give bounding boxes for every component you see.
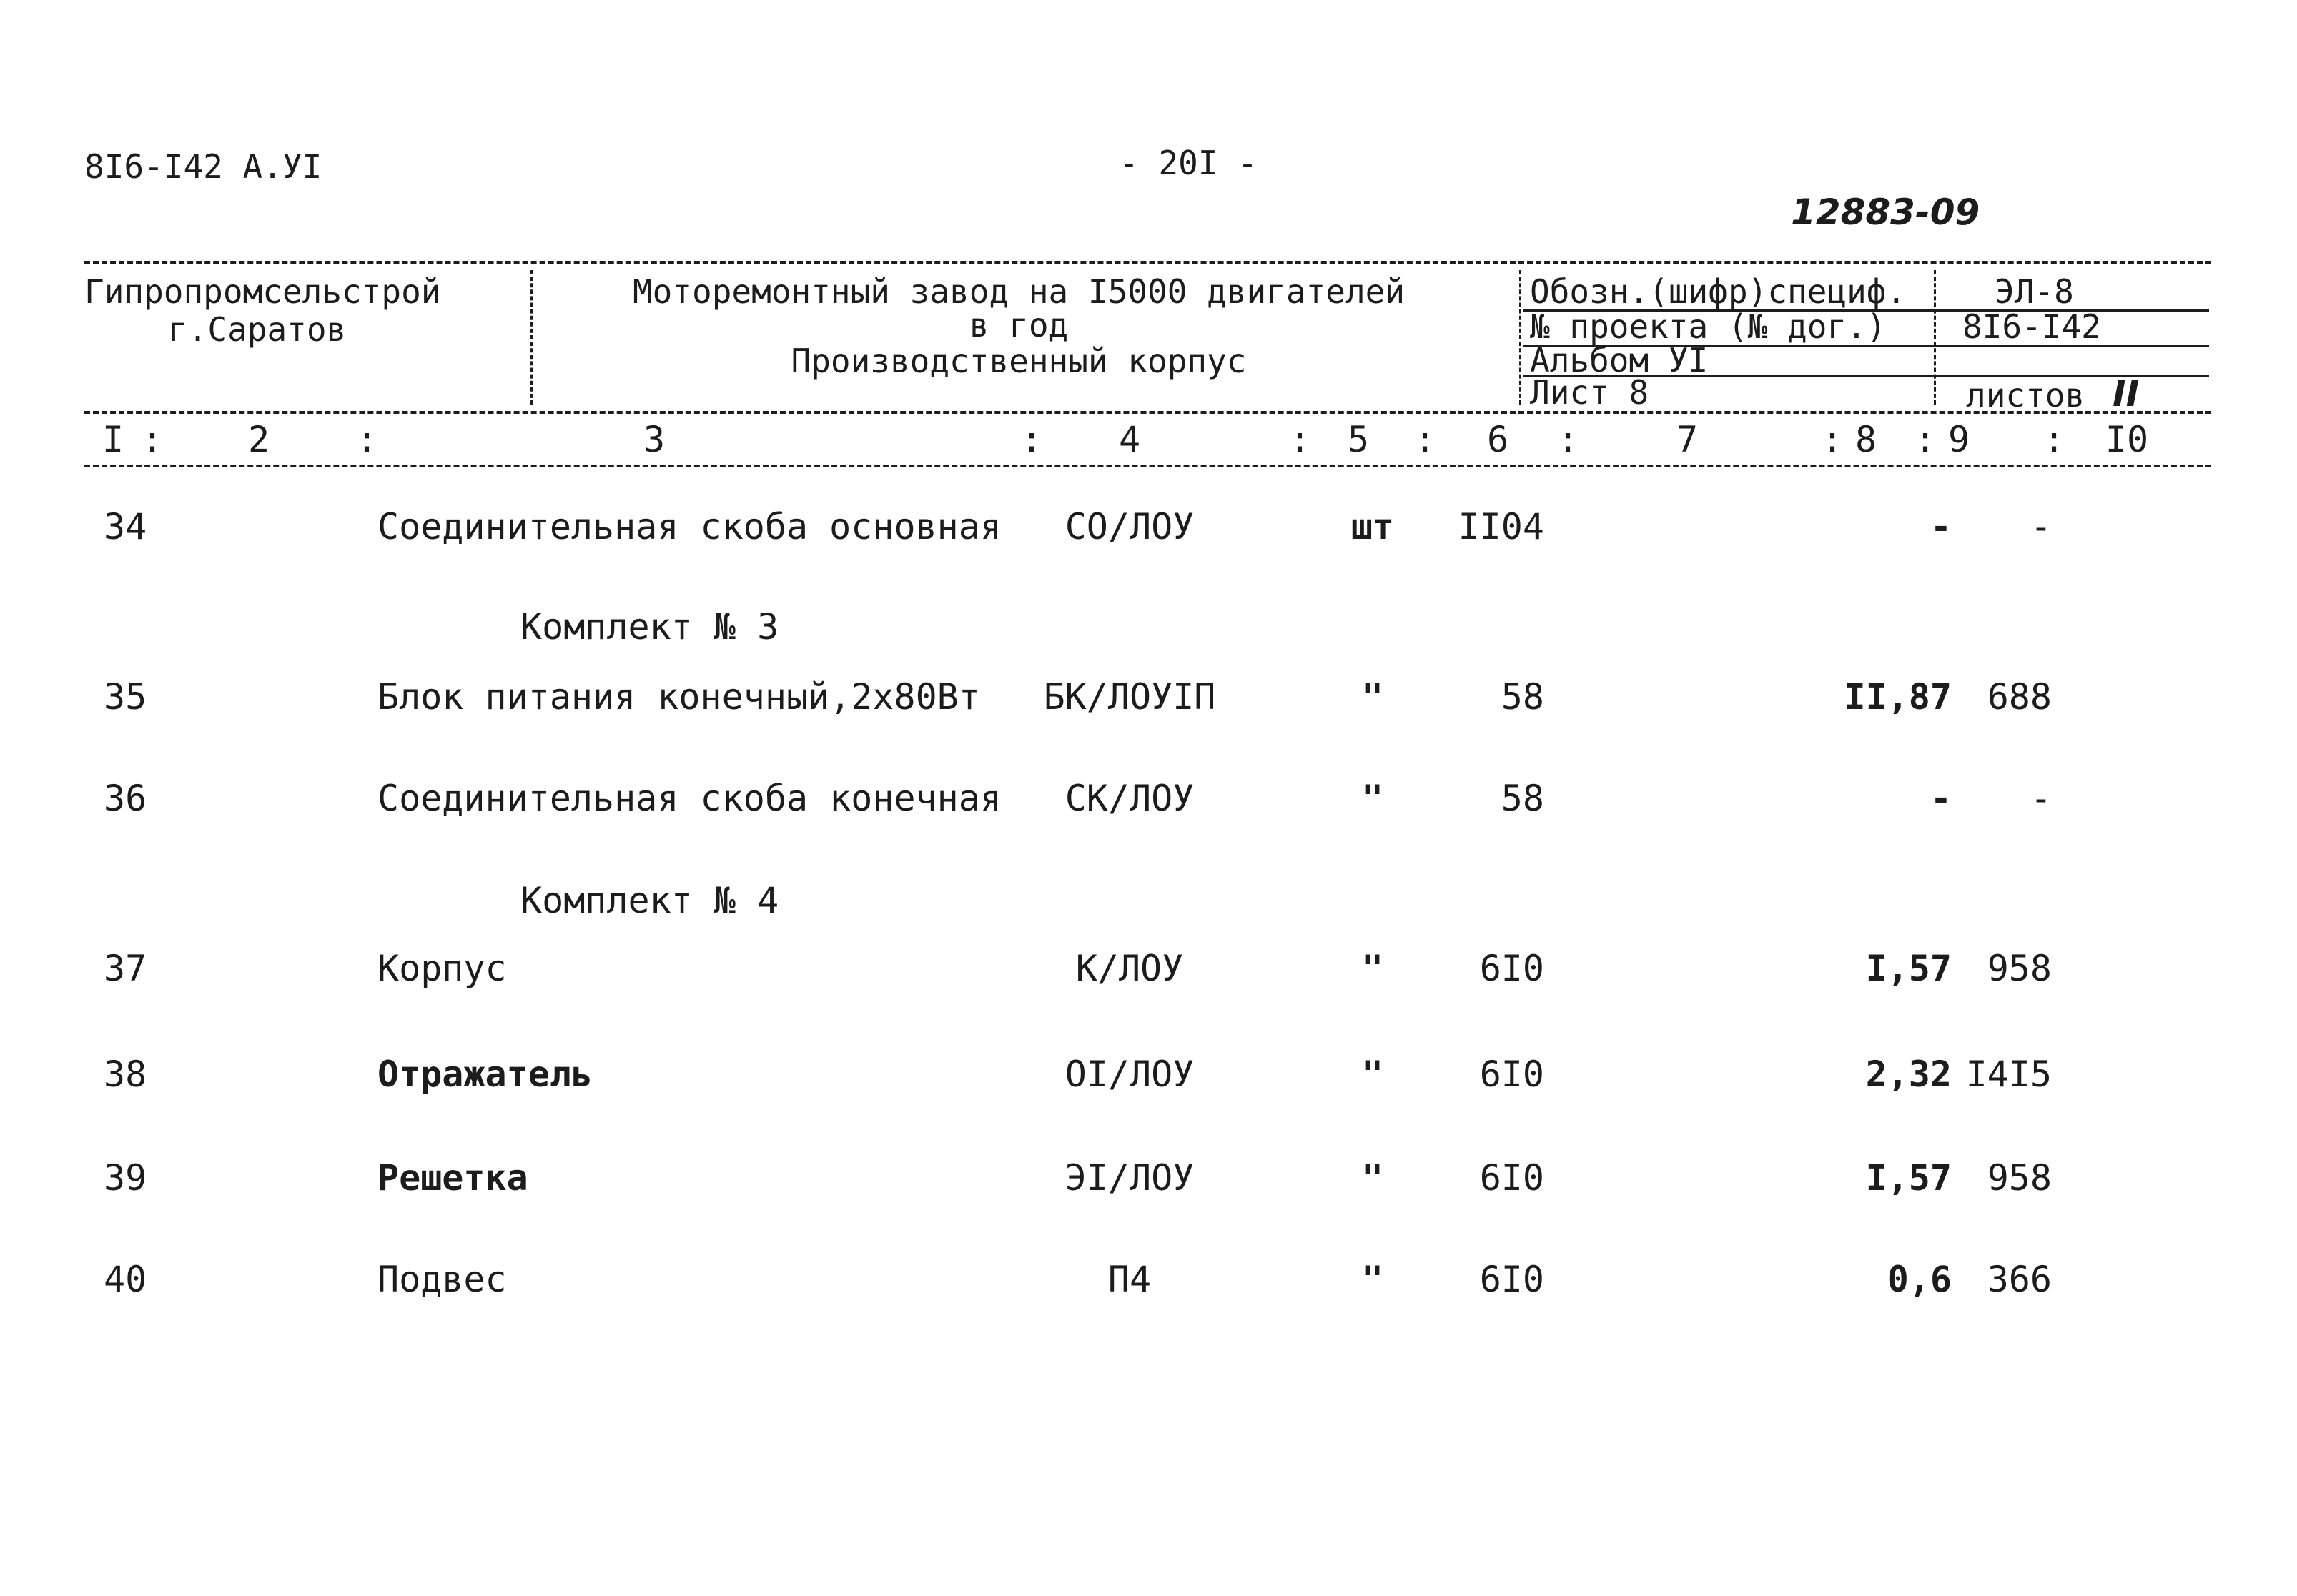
item-quantity: 58: [1501, 676, 1544, 718]
group-title: Комплект № 4: [520, 880, 779, 921]
stamp-divider-1: [530, 270, 533, 405]
item-number: 39: [104, 1157, 147, 1199]
stamp-title-line3: Производственный корпус: [791, 342, 1247, 380]
item-name: Подвес: [377, 1259, 507, 1300]
item-number: 35: [104, 676, 147, 718]
column-number: 8: [1854, 419, 1877, 460]
item-number: 40: [104, 1259, 147, 1300]
column-separator: :: [2043, 419, 2065, 460]
item-name: Отражатель: [377, 1054, 593, 1095]
item-code: БК/ЛОУIП: [1043, 676, 1216, 718]
album-label: Альбом УI: [1530, 341, 1709, 380]
item-code: П4: [1107, 1259, 1152, 1300]
item-name: Соединительная скоба конечная: [377, 778, 1002, 819]
item-code: СК/ЛОУ: [1064, 778, 1195, 819]
column-number: 6: [1486, 419, 1509, 460]
sheets-value: II: [2113, 373, 2140, 415]
column-separator: :: [1557, 419, 1579, 460]
stamp-top-border: [84, 261, 2211, 264]
item-price: -: [1930, 778, 1952, 819]
item-unit: ": [1361, 676, 1384, 718]
item-price: II,87: [1844, 676, 1952, 718]
item-unit: ": [1361, 1259, 1384, 1300]
item-quantity: 58: [1501, 778, 1544, 819]
column-number: 4: [1118, 419, 1141, 460]
item-unit: шт: [1350, 506, 1395, 547]
item-price: -: [1930, 506, 1952, 547]
item-number: 38: [104, 1054, 147, 1095]
stamp-title-line2: в год: [969, 306, 1069, 345]
column-separator: :: [1021, 419, 1043, 460]
item-code: К/ЛОУ: [1075, 948, 1184, 989]
column-number: I0: [2105, 419, 2149, 460]
stamp-divider-2: [1519, 270, 1521, 405]
item-sum: I4I5: [1965, 1054, 2052, 1095]
column-number: 2: [247, 419, 270, 460]
item-quantity: 6I0: [1479, 948, 1544, 989]
item-price: 2,32: [1865, 1054, 1952, 1095]
item-number: 37: [104, 948, 147, 989]
column-separator: :: [1414, 419, 1436, 460]
stamp-bottom-border: [84, 411, 2211, 414]
column-row-underline: [84, 465, 2211, 467]
project-label: № проекта (№ дог.): [1530, 307, 1887, 346]
spec-value: ЭЛ-8: [1995, 272, 2074, 311]
column-number: I: [102, 419, 124, 460]
sheets-label: листов: [1966, 376, 2085, 415]
item-price: I,57: [1865, 948, 1952, 989]
item-name: Корпус: [377, 948, 507, 989]
column-separator: :: [1915, 419, 1937, 460]
group-title: Комплект № 3: [520, 606, 779, 648]
column-separator: :: [1822, 419, 1844, 460]
stamp-title-line1: Моторемонтный завод на I5000 двигателей: [632, 272, 1406, 311]
column-number: 9: [1947, 419, 1970, 460]
item-name: Решетка: [377, 1157, 528, 1199]
item-unit: ": [1361, 1054, 1384, 1095]
item-number: 34: [104, 506, 147, 547]
item-price: I,57: [1865, 1157, 1952, 1199]
item-name: Блок питания конечный,2x80Вт: [377, 676, 980, 718]
sheet-label: Лист 8: [1530, 373, 1649, 412]
item-sum: 688: [1987, 676, 2052, 718]
item-name: Соединительная скоба основная: [377, 506, 1002, 547]
item-code: ЭI/ЛОУ: [1064, 1157, 1195, 1199]
column-number: 7: [1676, 419, 1699, 460]
item-price: 0,6: [1887, 1259, 1952, 1300]
item-sum: 958: [1987, 948, 2052, 989]
document-code: 8I6-I42 А.УI: [84, 147, 322, 186]
item-sum: 958: [1987, 1157, 2052, 1199]
org-city: г.Саратов: [168, 310, 347, 349]
column-separator: :: [356, 419, 378, 460]
stamp-divider-3: [1934, 270, 1936, 405]
item-code: СО/ЛОУ: [1064, 506, 1195, 547]
column-number: 5: [1347, 419, 1370, 460]
item-unit: ": [1361, 1157, 1384, 1199]
spec-label: Обозн.(шифр)специф.: [1530, 272, 1907, 311]
item-unit: ": [1361, 778, 1384, 819]
item-quantity: 6I0: [1479, 1259, 1544, 1300]
item-quantity: II04: [1458, 506, 1544, 547]
item-number: 36: [104, 778, 147, 819]
item-quantity: 6I0: [1479, 1157, 1544, 1199]
org-name: Гипропромсельстрой: [84, 272, 441, 311]
item-sum: -: [2030, 506, 2052, 547]
column-number: 3: [643, 419, 666, 460]
handwritten-code: 12883-09: [1791, 192, 1980, 233]
project-value: 8I6-I42: [1962, 307, 2101, 346]
item-quantity: 6I0: [1479, 1054, 1544, 1095]
item-sum: -: [2030, 778, 2052, 819]
item-code: ОI/ЛОУ: [1064, 1054, 1195, 1095]
page-number: - 20I -: [1119, 144, 1258, 182]
item-unit: ": [1361, 948, 1384, 989]
column-separator: :: [142, 419, 164, 460]
column-separator: :: [1289, 419, 1311, 460]
item-sum: 366: [1987, 1259, 2052, 1300]
